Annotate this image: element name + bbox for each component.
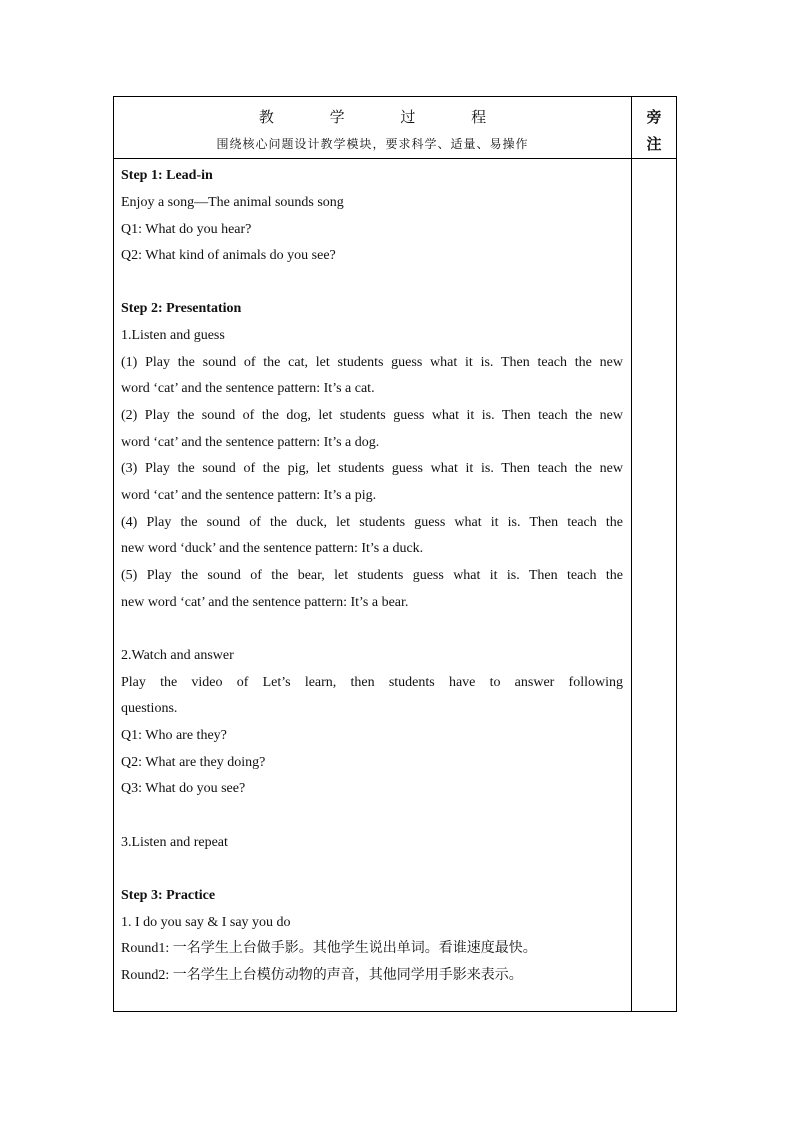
notes-cell	[632, 159, 676, 1011]
pig-line-1: (3) Play the sound of the pig, let students guess what it is. Then teach the new	[121, 461, 623, 476]
notes-header-cell	[632, 97, 676, 158]
dog-line-1: (2) Play the sound of the dog, let students guess what it is. Then teach the new	[121, 408, 623, 423]
step1-song-line: Enjoy a song—The animal sounds song	[121, 195, 344, 210]
page-title: 教 学 过 程	[258, 110, 513, 126]
practice-item: 1. I do you say & I say you do	[121, 915, 291, 930]
video-question-2: Q2: What are they doing?	[121, 755, 266, 770]
step2-heading: Step 2: Presentation	[121, 301, 242, 316]
video-line-1: Play the video of Let’s learn, then students have to answer following	[121, 675, 623, 690]
cat-line-2: word ‘cat’ and the sentence pattern: It’s a cat.	[121, 381, 375, 396]
page-subtitle: 围绕核心问题设计教学模块，要求科学、适量、易操作	[216, 137, 529, 151]
duck-line-2: new word ‘duck’ and the sentence pattern: It’s a duck.	[121, 541, 424, 556]
bear-line-2: new word ‘cat’ and the sentence pattern: It’s a bear.	[121, 595, 409, 610]
pig-line-2: word ‘cat’ and the sentence pattern: It’s a pig.	[121, 488, 377, 503]
step1-heading: Step 1: Lead-in	[121, 168, 213, 183]
listen-repeat-label: 3.Listen and repeat	[121, 835, 228, 850]
header-main-cell	[114, 97, 632, 158]
cat-line-1: (1) Play the sound of the cat, let students guess what it is. Then teach the new	[121, 355, 623, 370]
bear-line-1: (5) Play the sound of the bear, let students guess what it is. Then teach the	[121, 568, 623, 583]
listen-guess-label: 1.Listen and guess	[121, 328, 225, 343]
video-question-3: Q3: What do you see?	[121, 781, 246, 796]
watch-answer-label: 2.Watch and answer	[121, 648, 234, 663]
notes-header-top: 旁	[646, 110, 662, 126]
dog-line-2: word ‘cat’ and the sentence pattern: It’s a dog.	[121, 435, 380, 450]
video-line-2: questions.	[121, 701, 178, 716]
step1-question-1: Q1: What do you hear?	[121, 222, 252, 237]
lesson-plan-table	[113, 96, 677, 1012]
step3-heading: Step 3: Practice	[121, 888, 216, 903]
step1-question-2: Q2: What kind of animals do you see?	[121, 248, 336, 263]
round-1-line: Round1: 一名学生上台做手影。其他学生说出单词。看谁速度最快。	[121, 941, 537, 956]
video-question-1: Q1: Who are they?	[121, 728, 227, 743]
round-2-line: Round2: 一名学生上台模仿动物的声音，其他同学用手影来表示。	[121, 968, 523, 983]
duck-line-1: (4) Play the sound of the duck, let students guess what it is. Then teach the	[121, 515, 623, 530]
table-header-row	[114, 97, 676, 159]
content-cell	[114, 159, 632, 1011]
notes-header-bottom: 注	[646, 137, 662, 153]
